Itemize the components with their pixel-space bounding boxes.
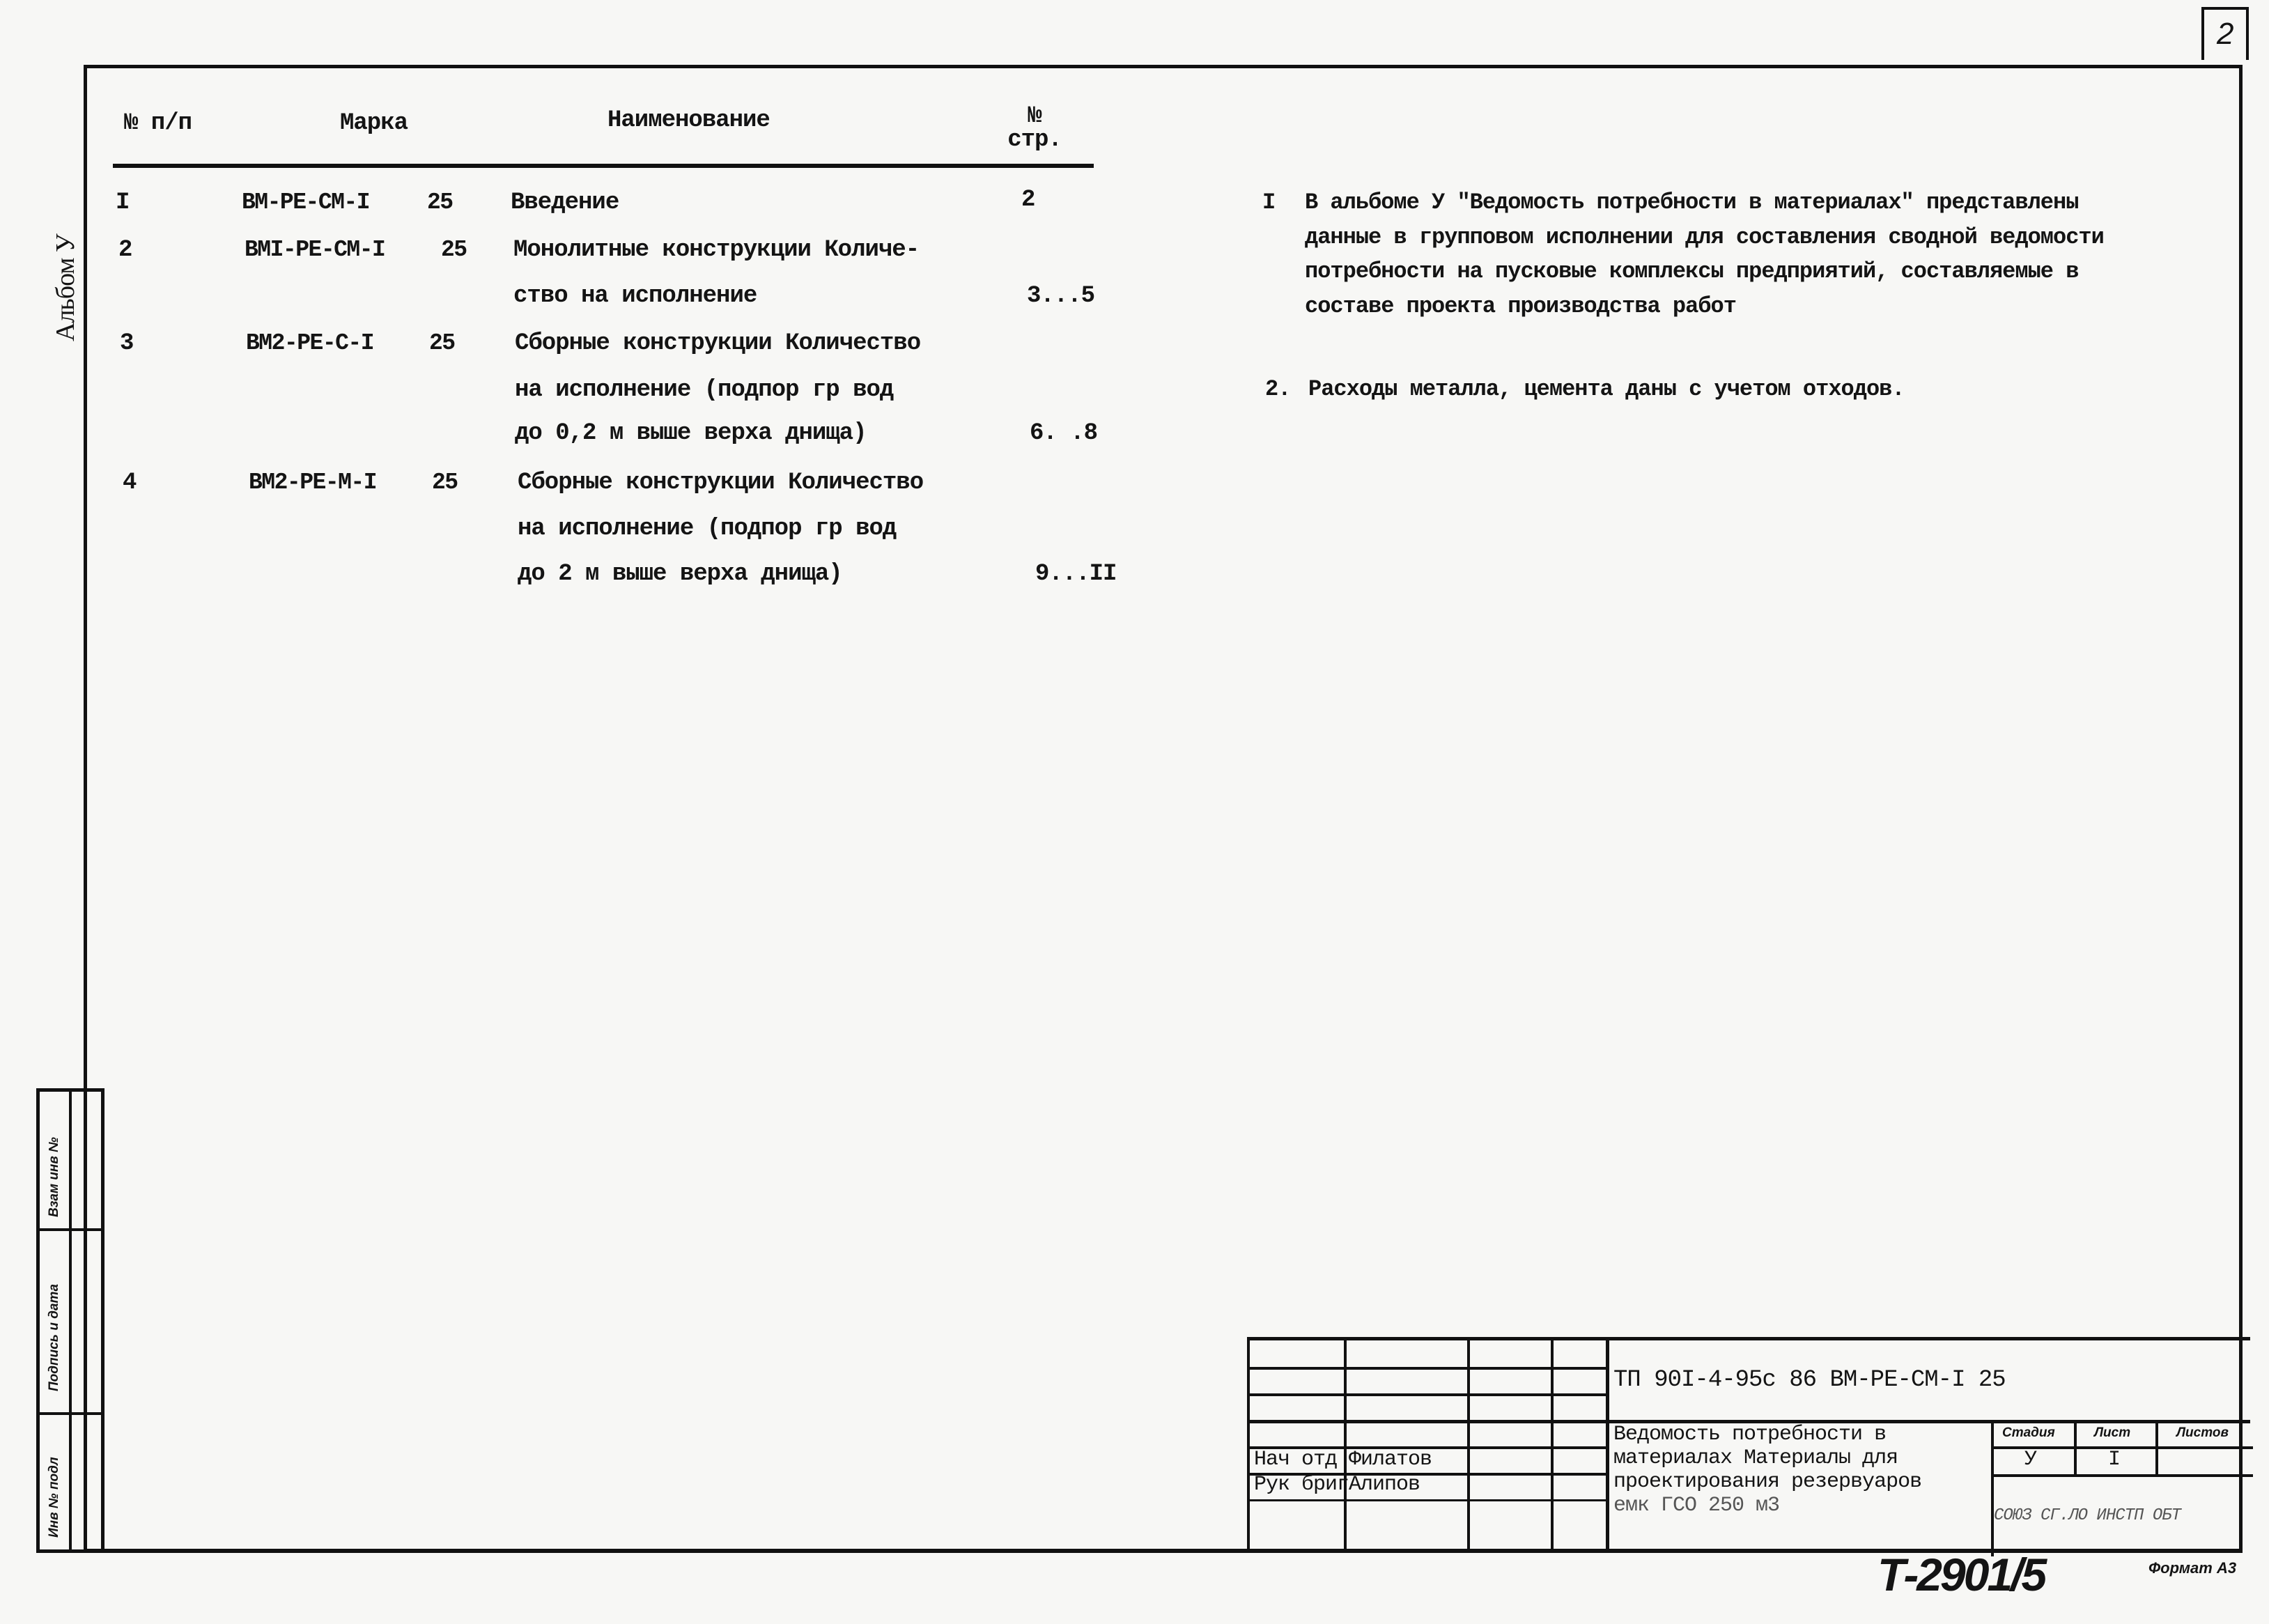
stamp-divider [69,1092,72,1549]
row-name-line: ство на исполнение [513,283,757,309]
row-page: 9...II [1035,561,1117,587]
header-rule [113,164,1094,168]
row-num: 3 [120,330,134,357]
row-page: 3...5 [1027,283,1095,309]
row-page: 6. .8 [1030,420,1098,447]
sheet-label: Лист [2094,1425,2131,1440]
row-name-line: на исполнение (подпор гр вод [518,516,897,542]
document-code: ТП 90I-4-95с 86 ВМ-РЕ-СМ-I 25 [1613,1367,2006,1393]
sheets-label: Листов [2176,1425,2229,1440]
row-num: I [116,190,130,216]
person-name: Филатов [1349,1448,1432,1471]
row-mark: ВМ2-РЕ-С-I [246,330,374,356]
person-role: Рук бриг [1254,1473,1349,1497]
row-name-line: до 0,2 м выше верха днища) [515,420,867,447]
row-mark: ВМI-РЕ-СМ-I [245,237,385,263]
stamp-label: Инв № подл [47,1457,61,1538]
tb-row [1250,1367,1606,1370]
person-name: Алипов [1349,1473,1420,1497]
stamp-divider [40,1412,101,1415]
row-mark: ВМ-РЕ-СМ-I [242,190,370,215]
row-version: 25 [432,470,458,495]
header-name: Наименование [607,107,770,134]
inventory-number: Т-2901/5 [1877,1549,2045,1600]
left-stamp [36,1088,104,1553]
tb-col [1606,1340,1609,1553]
note-line: Расходы металла, цемента даны с учетом отходов. [1308,376,1905,402]
row-name-line: до 2 м выше верха днища) [518,561,842,587]
stamp-label: Подпись и дата [47,1283,61,1391]
row-version: 25 [429,330,455,356]
row-name-line: Сборные конструкции Количество [515,330,921,357]
header-mark: Марка [340,110,408,137]
row-mark: ВМ2-РЕ-М-I [249,470,377,495]
sheet-value: I [2108,1448,2121,1471]
description-line: емк ГСО 250 м3 [1613,1494,1780,1517]
tb-row [1991,1474,2253,1477]
tb-row [1250,1393,1606,1396]
sheet-number: 2 [2217,17,2234,51]
tb-col [1991,1420,1994,1556]
description-line: материалах Материалы для [1613,1446,1898,1470]
title-block [1247,1337,2250,1553]
description-line: проектирования резервуаров [1613,1470,1922,1494]
album-label: Альбом У [51,234,80,341]
description-line: Ведомость потребности в [1613,1423,1887,1446]
stage-value: У [2024,1448,2037,1471]
note-num: I [1262,190,1276,215]
format-label: Формат А3 [2148,1559,2237,1577]
organization: СОЮЗ СГ.ЛО ИНСТП ОБТ [1994,1506,2181,1525]
note-num: 2. [1265,376,1291,402]
row-name-line: Введение [511,190,619,216]
header-num: № п/п [124,110,192,137]
stamp-label: Взам инв № [47,1137,61,1217]
drawing-frame [84,65,2243,1553]
row-version: 25 [427,190,453,215]
note-line: данные в групповом исполнении для составления сводной ведомости [1305,224,2104,250]
row-num: 4 [123,470,137,496]
note-line: составе проекта производства работ [1305,293,1736,319]
note-line: потребности на пусковые комплексы предприятий, составляемые в [1305,258,2079,284]
row-num: 2 [118,237,132,263]
sheet-number-box [2201,7,2249,60]
person-role: Нач отд [1254,1448,1338,1471]
tb-row [1250,1499,1606,1501]
note-line: В альбоме У "Ведомость потребности в материалах" представлены [1305,190,2079,215]
row-version: 25 [441,237,467,263]
header-page: № стр. [1007,103,1062,153]
stage-label: Стадия [2002,1425,2055,1440]
stamp-divider [40,1228,101,1231]
row-name-line: на исполнение (подпор гр вод [515,377,894,403]
row-name-line: Монолитные конструкции Количе- [513,237,920,263]
row-name-line: Сборные конструкции Количество [518,470,924,496]
row-page: 2 [1021,187,1035,213]
